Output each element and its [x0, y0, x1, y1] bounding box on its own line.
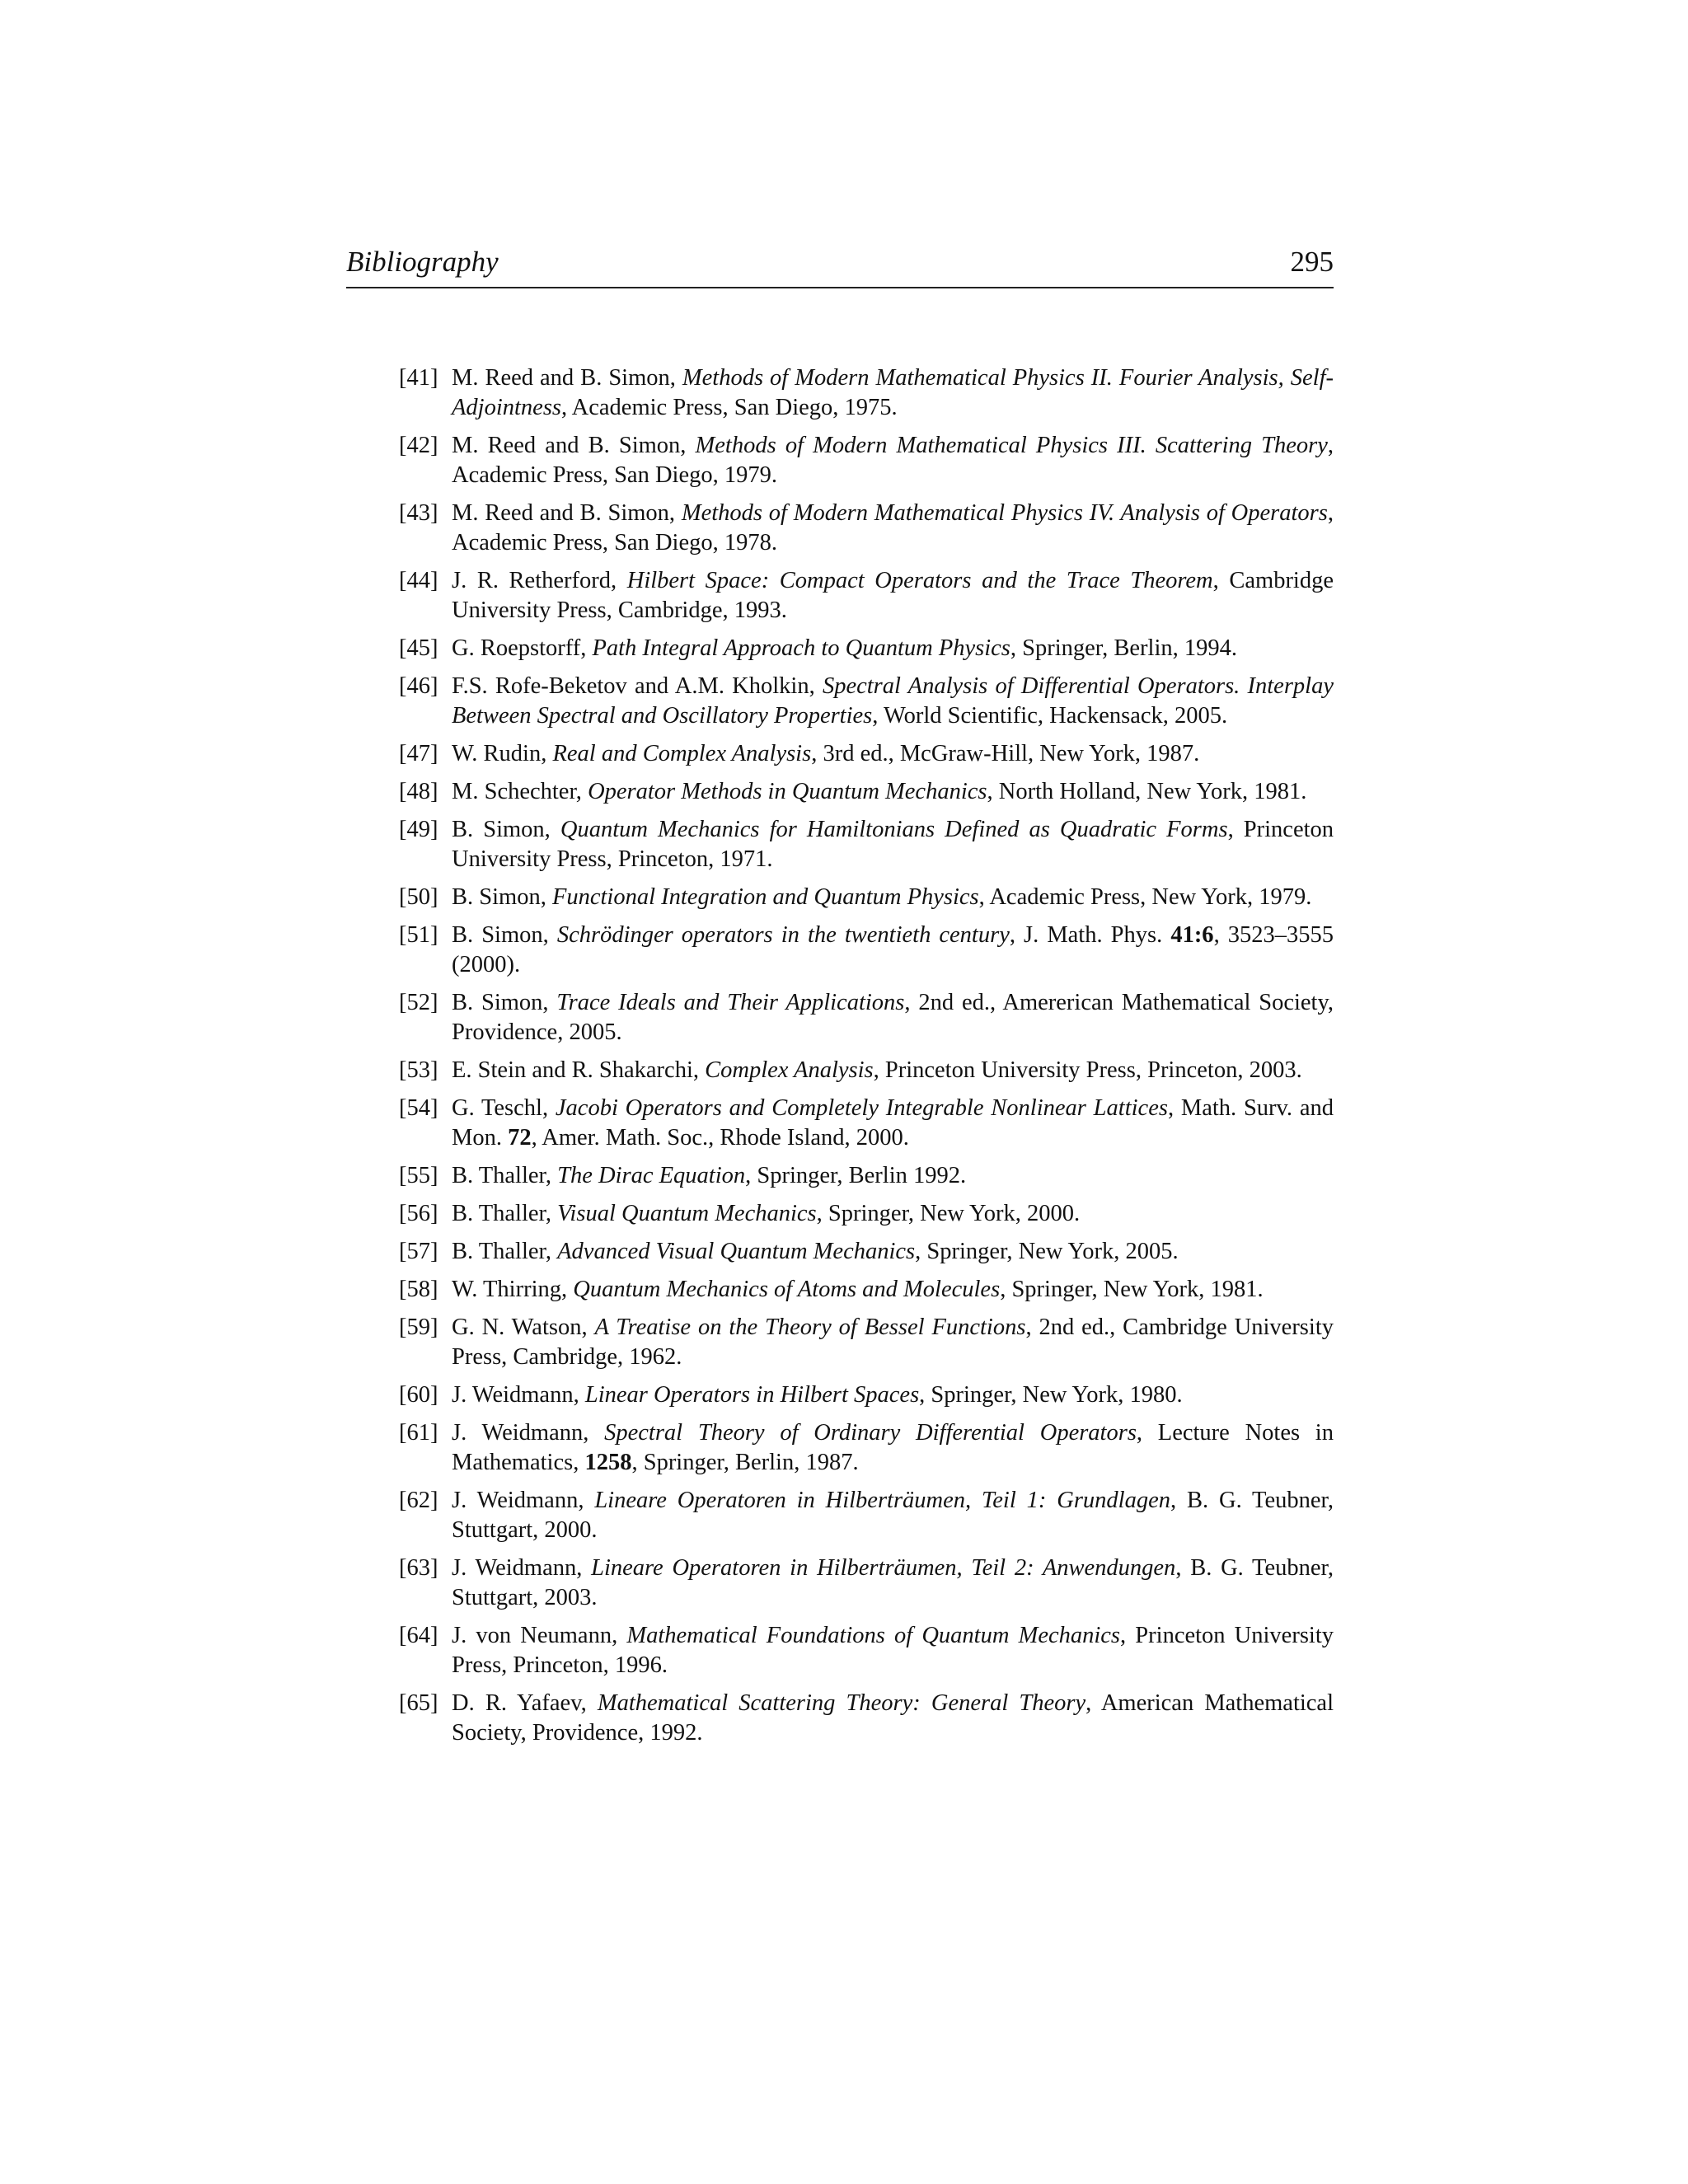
bib-entry-title: Mathematical Scattering Theory: General Theory	[597, 1690, 1086, 1716]
bib-entry-volume: 72	[508, 1125, 532, 1151]
bib-entry-segment: F.S. Rofe-Beketov and A.M. Kholkin,	[452, 673, 823, 699]
bib-entry	[399, 1313, 1334, 1372]
bib-entry-segment: , North Holland, New York, 1981.	[987, 779, 1307, 804]
bib-entry-segment: B. Simon,	[452, 884, 552, 910]
bib-entry-number: [65]	[399, 1690, 438, 1716]
bib-entry-segment: B. Simon,	[452, 817, 560, 842]
bib-entry-segment: , Springer, New York, 1980.	[919, 1382, 1183, 1408]
bib-entry-title: Advanced Visual Quantum Mechanics	[557, 1239, 916, 1264]
bib-entry-number: [60]	[399, 1382, 438, 1408]
bib-entry-number: [51]	[399, 922, 438, 948]
bib-entry-segment: , Amer. Math. Soc., Rhode Island, 2000.	[531, 1125, 909, 1151]
bib-entry-segment: , Springer, Berlin, 1987.	[631, 1450, 859, 1475]
running-head-title: Bibliography	[346, 246, 499, 278]
bib-entry-title: Path Integral Approach to Quantum Physics	[592, 635, 1010, 661]
bib-entry	[399, 1094, 1334, 1153]
bib-entry-number: [58]	[399, 1277, 438, 1302]
bib-entry-text	[452, 568, 1334, 623]
bib-entry-segment: B. Simon,	[452, 922, 557, 948]
bib-entry-title: Lineare Operatoren in Hilberträumen, Teil 1: Grundlagen	[594, 1488, 1170, 1513]
bib-entry-segment: J. Weidmann,	[452, 1382, 585, 1408]
bib-entry	[399, 777, 1334, 807]
bib-entry-segment: , Cambridge University Press, Cambridge, 1993.	[452, 568, 1334, 623]
bib-entry-number: [42]	[399, 433, 438, 458]
bib-entry-segment: , Academic Press, San Diego, 1978.	[452, 500, 1334, 555]
bib-entry-segment: , B. G. Teubner, Stuttgart, 2003.	[452, 1555, 1334, 1610]
bib-entry-text	[452, 365, 1334, 420]
bib-entry-number: [54]	[399, 1095, 438, 1121]
bib-entry-title: Lineare Operatoren in Hilberträumen, Teil 2: Anwendungen	[591, 1555, 1176, 1581]
bib-entry-text	[452, 635, 1237, 661]
bib-entry-segment: D. R. Yafaev,	[452, 1690, 598, 1716]
bib-entry	[399, 499, 1334, 558]
bib-entry-text	[452, 779, 1306, 804]
bib-entry	[399, 739, 1334, 769]
bib-entry-volume: 41:6	[1170, 922, 1214, 948]
bib-entry	[399, 815, 1334, 874]
bib-entry	[399, 363, 1334, 423]
bib-entry-segment: , Springer, Berlin 1992.	[745, 1163, 967, 1188]
bib-entry-number: [53]	[399, 1057, 438, 1083]
bib-entry-segment: J. Weidmann,	[452, 1555, 592, 1581]
bib-entry-title: Operator Methods in Quantum Mechanics	[588, 779, 987, 804]
bib-entry-number: [50]	[399, 884, 438, 910]
page-number: 295	[1290, 246, 1334, 278]
bib-entry-volume: 1258	[584, 1450, 632, 1475]
bib-entry	[399, 672, 1334, 731]
bib-entry-title: Hilbert Space: Compact Operators and the Trace Theorem	[626, 568, 1213, 593]
bib-entry-segment: G. Teschl,	[452, 1095, 556, 1121]
bib-entry-number: [49]	[399, 817, 438, 842]
bib-entry-title: Spectral Analysis of Differential Operators. Interplay Between Spectral and Oscillatory Properties	[452, 673, 1334, 729]
bib-entry-text	[452, 673, 1334, 729]
bib-entry	[399, 1237, 1334, 1267]
bib-entry-segment: , 3rd ed., McGraw-Hill, New York, 1987.	[811, 741, 1200, 766]
bib-entry-text	[452, 1057, 1302, 1083]
bib-entry-segment: M. Reed and B. Simon,	[452, 500, 682, 526]
bib-entry-text	[452, 884, 1311, 910]
bib-entry-title: Quantum Mechanics of Atoms and Molecules	[573, 1277, 1001, 1302]
bib-entry-title: Visual Quantum Mechanics	[557, 1201, 817, 1226]
bib-entry-text	[452, 1420, 1334, 1475]
bib-entry-number: [44]	[399, 568, 438, 593]
bib-entry-segment: , Princeton University Press, Princeton, 1971.	[452, 817, 1334, 872]
bib-entry-number: [56]	[399, 1201, 438, 1226]
bib-entry-title: Methods of Modern Mathematical Physics III. Scattering Theory	[695, 433, 1328, 458]
bib-entry-number: [59]	[399, 1315, 438, 1340]
bib-entry-title: Functional Integration and Quantum Physics	[551, 884, 979, 910]
bib-entry-segment: E. Stein and R. Shakarchi,	[452, 1057, 706, 1083]
bib-entry-segment: , Springer, Berlin, 1994.	[1010, 635, 1237, 661]
bib-entry-segment: G. Roepstorff,	[452, 635, 593, 661]
bib-entry-segment: , Springer, New York, 1981.	[1000, 1277, 1264, 1302]
bib-entry	[399, 1621, 1334, 1680]
bib-entry	[399, 1161, 1334, 1191]
bib-entry-number: [57]	[399, 1239, 438, 1264]
bib-entry	[399, 634, 1334, 663]
bib-entry-title: Linear Operators in Hilbert Spaces	[584, 1382, 920, 1408]
bib-entry-text	[452, 1690, 1334, 1746]
bib-entry-number: [47]	[399, 741, 438, 766]
bib-entry-title: Methods of Modern Mathematical Physics II. Fourier Analysis, Self-Adjointness	[452, 365, 1334, 420]
bib-entry-text	[452, 1382, 1183, 1408]
bib-entry-segment: B. Thaller,	[452, 1201, 558, 1226]
bib-entry-title: Methods of Modern Mathematical Physics IV. Analysis of Operators	[681, 500, 1328, 526]
bib-entry	[399, 431, 1334, 490]
bib-entry	[399, 1275, 1334, 1305]
bib-entry-segment: , Princeton University Press, Princeton, 2003.	[873, 1057, 1302, 1083]
bib-entry-segment: M. Reed and B. Simon,	[452, 365, 682, 391]
bib-entry-segment: J. Weidmann,	[452, 1488, 595, 1513]
bib-entry-title: Mathematical Foundations of Quantum Mechanics	[626, 1623, 1121, 1648]
bib-entry-segment: , Academic Press, San Diego, 1975.	[561, 395, 898, 420]
bib-entry-number: [46]	[399, 673, 438, 699]
bib-entry-segment: , World Scientific, Hackensack, 2005.	[872, 703, 1228, 729]
bib-entry	[399, 921, 1334, 980]
bib-entry	[399, 1418, 1334, 1478]
bib-entry-title: A Treatise on the Theory of Bessel Functions	[594, 1315, 1026, 1340]
bib-entry-number: [64]	[399, 1623, 438, 1648]
bib-entry-segment: , 2nd ed., Cambridge University Press, Cambridge, 1962.	[452, 1315, 1334, 1370]
bib-entry-title: Complex Analysis	[705, 1057, 874, 1083]
bib-entry-title: Spectral Theory of Ordinary Differential Operators	[604, 1420, 1137, 1446]
bib-entry-text	[452, 1315, 1334, 1370]
bib-entry	[399, 1056, 1334, 1085]
bib-entry-number: [48]	[399, 779, 438, 804]
bib-entry-text	[452, 1095, 1334, 1151]
bib-entry-segment: B. Thaller,	[452, 1239, 558, 1264]
bib-entry-segment: , Springer, New York, 2005.	[915, 1239, 1179, 1264]
bib-entry-text	[452, 1623, 1334, 1678]
bib-entry-segment: W. Rudin,	[452, 741, 553, 766]
bib-entry	[399, 1199, 1334, 1229]
bib-entry-text	[452, 922, 1334, 977]
bib-entry	[399, 1486, 1334, 1545]
bib-entry-text	[452, 500, 1334, 555]
bib-entry-number: [41]	[399, 365, 438, 391]
bib-entry-title: Real and Complex Analysis	[552, 741, 812, 766]
bib-entry-segment: B. Thaller,	[452, 1163, 558, 1188]
bib-entry-number: [61]	[399, 1420, 438, 1446]
bib-entry	[399, 883, 1334, 912]
bib-entry-text	[452, 990, 1334, 1045]
bib-entry-text	[452, 1277, 1264, 1302]
bib-entry-title: Trace Ideals and Their Applications	[556, 990, 905, 1015]
bib-entry-segment: G. N. Watson,	[452, 1315, 595, 1340]
bib-entry	[399, 1689, 1334, 1748]
bib-entry-segment: , B. G. Teubner, Stuttgart, 2000.	[452, 1488, 1334, 1543]
bib-entry-title: Quantum Mechanics for Hamiltonians Defined as Quadratic Forms	[560, 817, 1228, 842]
bib-entry-segment: , Lecture Notes in Mathematics,	[452, 1420, 1334, 1475]
bib-entry-segment: , Math. Surv. and Mon.	[452, 1095, 1334, 1151]
bib-entry-number: [43]	[399, 500, 438, 526]
bib-entry-number: [55]	[399, 1163, 438, 1188]
bib-entry-number: [45]	[399, 635, 438, 661]
bib-entry-text	[452, 1555, 1334, 1610]
bib-entry-title: The Dirac Equation	[557, 1163, 746, 1188]
bib-entry-text	[452, 1488, 1334, 1543]
bib-entry-number: [52]	[399, 990, 438, 1015]
bib-entry-segment: , Springer, New York, 2000.	[816, 1201, 1081, 1226]
bib-entry-segment: , J. Math. Phys.	[1009, 922, 1171, 948]
bib-entry-segment: W. Thirring,	[452, 1277, 574, 1302]
bib-entry-segment: J. Weidmann,	[452, 1420, 605, 1446]
bibliography-list	[399, 363, 1334, 1756]
bib-entry-segment: M. Reed and B. Simon,	[452, 433, 696, 458]
bib-entry-title: Schrödinger operators in the twentieth century	[556, 922, 1010, 948]
bib-entry-segment: M. Schechter,	[452, 779, 588, 804]
bib-entry	[399, 1380, 1334, 1410]
bib-entry-segment: , 2nd ed., Amererican Mathematical Society, Providence, 2005.	[452, 990, 1334, 1045]
bib-entry-segment: , American Mathematical Society, Providence, 1992.	[452, 1690, 1334, 1746]
bib-entry-text	[452, 1239, 1179, 1264]
bib-entry-text	[452, 817, 1334, 872]
bib-entry	[399, 1554, 1334, 1613]
bib-entry-title: Jacobi Operators and Completely Integrable Nonlinear Lattices	[555, 1095, 1168, 1121]
bib-entry-text	[452, 741, 1199, 766]
page-header	[346, 244, 1334, 288]
bib-entry-segment: , Princeton University Press, Princeton, 1996.	[452, 1623, 1334, 1678]
bib-entry-number: [62]	[399, 1488, 438, 1513]
bib-entry-segment: J. von Neumann,	[452, 1623, 627, 1648]
bib-entry-segment: , Academic Press, San Diego, 1979.	[452, 433, 1334, 488]
bib-entry	[399, 566, 1334, 626]
bib-entry-segment: B. Simon,	[452, 990, 557, 1015]
bib-entry-text	[452, 1201, 1080, 1226]
bib-entry-text	[452, 1163, 966, 1188]
bib-entry-segment: , 3523–3555 (2000).	[452, 922, 1334, 977]
bib-entry-text	[452, 433, 1334, 488]
bib-entry	[399, 988, 1334, 1047]
bib-entry-segment: J. R. Retherford,	[452, 568, 627, 593]
bib-entry-segment: , Academic Press, New York, 1979.	[978, 884, 1312, 910]
bib-entry-number: [63]	[399, 1555, 438, 1581]
